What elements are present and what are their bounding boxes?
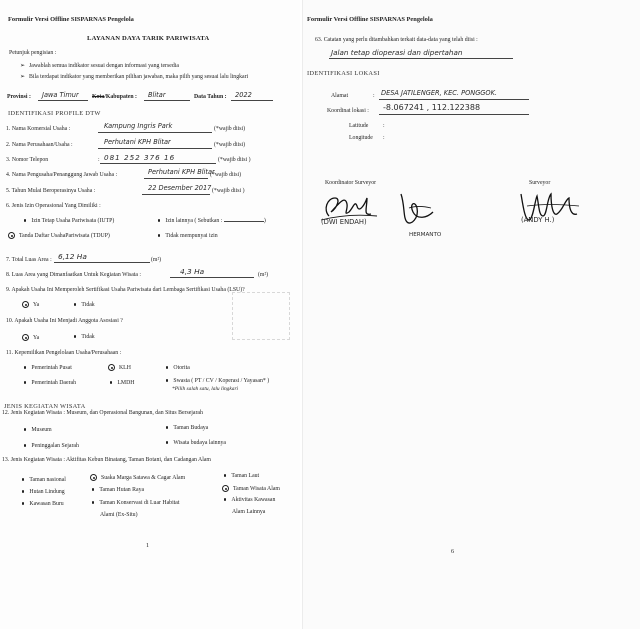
bullet-icon: [74, 335, 76, 337]
field-1-note: (*wajib diisi): [214, 126, 246, 132]
field-3-label: 3. Nomor Telepon: [6, 157, 49, 163]
q8-unit: (m²): [258, 272, 269, 278]
q13-label: 13. Jenis Kegiatan Wisata : Aktifitas Kebun Binatang, Taman Botani, dan Cadangan Alam: [2, 457, 211, 463]
field-3-note: (*wajib diisi ): [218, 157, 251, 163]
q13-option-taman-nasional[interactable]: Taman nasional: [22, 477, 66, 484]
section-identifikasi-lokasi: IDENTIFIKASI LOKASI: [307, 70, 380, 77]
q63-underline: [329, 58, 513, 59]
q63-label: 63. Catatan yang perlu ditambahkan terkait data-data yang telah diisi :: [315, 37, 478, 43]
field-3-underline: [100, 163, 216, 164]
bullet-icon: [224, 498, 226, 500]
middle-signer-name: HERMANTO: [409, 232, 442, 238]
alamat-label: Alamat: [331, 93, 349, 99]
q9-option-tidak[interactable]: Tidak: [74, 302, 95, 309]
q7-value[interactable]: 6,12 Ha: [58, 252, 87, 261]
petunjuk-item-2: ➢ Bila terdapat indikator yang memberikan pilihan jawaban, maka pilih yang sesuai lalu lingkari: [20, 74, 249, 80]
selected-circle-icon: [8, 232, 15, 239]
q13-option-aktivitas-kawasan[interactable]: Aktivitas Kawasan: [224, 497, 275, 504]
field-4-value[interactable]: Perhutani KPH Blitar: [148, 168, 215, 176]
provinsi-value[interactable]: Jawa Timur: [42, 91, 79, 99]
q6-option-tidak-punya-izin[interactable]: Tidak mempunyai izin: [158, 233, 218, 240]
q12-option-wisata-budaya[interactable]: Wisata budaya lainnya: [166, 440, 226, 447]
field-2-value[interactable]: Perhutani KPH Blitar: [104, 138, 171, 146]
q63-value[interactable]: Jalan tetap dioperasi dan dipertahan: [331, 48, 463, 57]
bullet-icon: [92, 488, 94, 490]
q12-label: 12. Jenis Kegiatan Wisata : Museum, dan Operasional Bangunan, dan Situs Bersejarah: [2, 410, 203, 416]
q6-option-tdup[interactable]: Tanda Daftar UsahaPariwisata (TDUP): [8, 232, 110, 240]
latitude-label: Latitude: [349, 123, 369, 129]
surveyor-label: Surveyor: [529, 180, 551, 186]
alamat-underline: [379, 99, 529, 100]
bullet-icon: [22, 490, 24, 492]
koordinat-underline: [379, 114, 529, 115]
q13-option-taman-konservasi[interactable]: Taman Konservasi di Luar Habitat: [92, 500, 179, 507]
q13-option-taman-hutan-raya[interactable]: Taman Hutan Raya: [92, 487, 144, 494]
koordinator-label: Koordinator Surveyor: [325, 180, 377, 186]
field-5-underline: [142, 194, 210, 195]
bullet-icon: [166, 426, 168, 428]
q11-option-pusat[interactable]: Pemerintah Pusat: [24, 365, 72, 372]
field-2-underline: [98, 148, 212, 149]
kota-underline: [144, 100, 190, 101]
q12-option-peninggalan[interactable]: Peninggalan Sejarah: [24, 443, 79, 450]
q10-option-tidak[interactable]: Tidak: [74, 334, 95, 341]
q6-option-iutp[interactable]: Izin Tetap Usaha Pariwisata (IUTP): [24, 218, 114, 225]
provinsi-underline: [38, 100, 88, 101]
left-page-header: Formulir Versi Offline SISPARNAS Pengelola: [8, 16, 134, 23]
q8-underline: [170, 277, 254, 278]
q13-option-taman-wisata-alam[interactable]: Taman Wisata Alam: [222, 485, 280, 493]
q12-option-taman-budaya[interactable]: Taman Budaya: [166, 425, 208, 432]
bullet-icon: [92, 501, 94, 503]
bullet-icon: [24, 428, 26, 430]
field-1-value[interactable]: Kampung Ingris Park: [104, 122, 173, 130]
bullet-icon: [224, 474, 226, 476]
q11-label: 11. Kepemilikan Pengelolaan Usaha/Perusahaan :: [6, 350, 122, 356]
kota-value[interactable]: Blitar: [148, 91, 166, 99]
q6-option-izin-lainnya[interactable]: Izin lainnya ( Sebutkan : ): [158, 218, 266, 225]
bullet-icon: [24, 366, 26, 368]
petunjuk-label: Petunjuk pengisian :: [9, 50, 57, 56]
q13-option-alam-lainnya: Alam Lainnya: [232, 509, 266, 515]
q11-option-klh[interactable]: KLH: [108, 364, 131, 372]
q8-value[interactable]: 4,3 Ha: [180, 267, 205, 276]
section-jenis-kegiatan: JENIS KEGIATAN WISATA: [4, 403, 86, 410]
left-page: Formulir Versi Offline SISPARNAS Pengelola LAYANAN DAYA TARIK PARIWISATA Petunjuk pengisian : ➢ Jawablah semua indikator sesuai dengan informasi yang tersedia ➢ Bila terdapat indikator yang memberikan pilihan jawaban, maka pilih yang sesuai lalu lingkari Provinsi : Jawa Timur Kota/Kabupaten : Blitar Data Tahun : 2022 IDENTIFIKASI PROFILE DTW 1. Nama Komersial Usaha : Kampung Ingris Park (*wajib diisi) 2. Nama Perusahaan/Usaha : Perhutani KPH Blitar (*wajib diisi) 3. Nomor Telepon : 081 252 376 16 (*wajib diisi ) 4. Nama Pengusaha/Penanggung Jawab Usaha : Perhutani KPH Blitar (*wajib diisi) 5. Tahun Mulai Beroperasinya Usaha : 22 Desember 2017 (*wajib diisi ) 6. Jenis Izin Operasional Yang Dimiliki : Izin Tetap Usaha Pariwisata (IUTP) Izin lainnya ( Sebutkan : ) Tanda Daftar UsahaPariwisata (TDUP) Tidak mempunyai izin 7. Total Luas Area : 6,12 Ha (m²) 8. Luas Area yang Dimanfaatkan Untuk Kegiatan Wisata : 4,3 Ha (m²) 9. Apakah Usaha Ini Memperoleh Sertifikasi Usaha Pariwisata dari Lembaga Sertifikasi Usaha (LSU)? Ya Tidak 10. Apakah Usaha Ini Menjadi Anggota Asosiasi ? Ya Tidak 11. Kepemilikan Pengelolaan Usaha/Perusahaan : Pemerintah Pusat KLH Otorita Pemerintah Daerah LMDH Swasta ( PT / CV / Koperasi / Yayasan* ) *Pilih salah satu, lalu lingkari JENIS KEGIATAN WISATA 12. Jenis Kegiatan Wisata : Museum, dan Operasional Bangunan, dan Situs Bersejarah Museum Taman Budaya Peninggalan Sejarah Wisata budaya lainnya 13. Jenis Kegiatan Wisata : Aktifitas Kebun Binatang, Taman Botani, dan Cadangan Alam Taman nasional Hutan Lindung Kawasan Buru Suaka Marga Satawa & Cagar Alam Taman Hutan Raya Taman Konservasi di Luar Habitat Alami (Ex-Situ) Taman Laut Taman Wisata Alam Aktivitas Kawasan Alam Lainnya 1: [0, 0, 300, 629]
q11-option-lmdh[interactable]: LMDH: [110, 380, 134, 387]
q9-label: 9. Apakah Usaha Ini Memperoleh Sertifikasi Usaha Pariwisata dari Lembaga Sertifikasi Usaha (LSU)?: [6, 287, 245, 293]
petunjuk-item-1: ➢ Jawablah semua indikator sesuai dengan informasi yang tersedia: [20, 63, 179, 69]
right-page-number: 6: [451, 548, 455, 555]
tahun-value[interactable]: 2022: [235, 91, 252, 99]
longitude-label: Longitude: [349, 135, 373, 141]
field-2-note: (*wajib diisi): [214, 142, 246, 148]
surveyor-signature: [513, 186, 587, 232]
q13-option-kawasan-buru[interactable]: Kawasan Buru: [22, 501, 64, 508]
q13-option-ex-situ: Alami (Ex-Situ): [100, 512, 138, 518]
bullet-icon: [24, 219, 26, 221]
bullet-icon: [74, 303, 76, 305]
q12-option-museum[interactable]: Museum: [24, 427, 52, 434]
koordinat-value[interactable]: -8.067241 , 112.122388: [383, 103, 481, 112]
q6-label: 6. Jenis Izin Operasional Yang Dimiliki :: [6, 203, 101, 209]
bullet-icon: [110, 381, 112, 383]
bullet-icon: [24, 381, 26, 383]
q10-option-ya[interactable]: Ya: [22, 334, 39, 342]
provinsi-label: Provinsi :: [7, 94, 31, 100]
q7-underline: [54, 262, 150, 263]
arrow-icon: ➢: [20, 74, 26, 80]
bullet-icon: [166, 366, 168, 368]
q9-option-ya[interactable]: Ya: [22, 301, 39, 309]
q7-label: 7. Total Luas Area :: [6, 257, 52, 263]
bullet-icon: [158, 234, 160, 236]
faint-stamp-mark: [232, 292, 290, 340]
arrow-icon: ➢: [20, 63, 26, 69]
q8-label: 8. Luas Area yang Dimanfaatkan Untuk Kegiatan Wisata :: [6, 272, 142, 278]
field-1-underline: [98, 132, 212, 133]
middle-signature: [391, 188, 447, 232]
koordinat-label: Koordinat lokasi :: [327, 108, 369, 114]
bullet-icon: [158, 219, 160, 221]
selected-circle-icon: [90, 474, 97, 481]
bullet-icon: [22, 502, 24, 504]
q13-option-taman-laut[interactable]: Taman Laut: [224, 473, 259, 480]
bullet-icon: [166, 379, 168, 381]
selected-circle-icon: [222, 485, 229, 492]
bullet-icon: [22, 478, 24, 480]
field-4-label: 4. Nama Pengusaha/Penanggung Jawab Usaha :: [6, 172, 118, 178]
right-page-header: Formulir Versi Offline SISPARNAS Pengelola: [307, 16, 433, 23]
tahun-underline: [231, 100, 273, 101]
q13-option-hutan-lindung[interactable]: Hutan Lindung: [22, 489, 65, 496]
bullet-icon: [24, 444, 26, 446]
koordinator-name: (DWI ENDAH): [321, 218, 367, 226]
q10-label: 10. Apakah Usaha Ini Menjadi Anggota Asosiasi ?: [6, 318, 123, 324]
field-4-underline: [144, 178, 208, 179]
tahun-label: Data Tahun :: [194, 94, 227, 100]
q7-unit: (m²): [151, 257, 162, 263]
selected-circle-icon: [22, 334, 29, 341]
q11-option-otorita[interactable]: Otorita: [166, 365, 190, 372]
field-2-label: 2. Nama Perusahaan/Usaha :: [6, 142, 73, 148]
bullet-icon: [166, 441, 168, 443]
selected-circle-icon: [22, 301, 29, 308]
selected-circle-icon: [108, 364, 115, 371]
q11-option-daerah[interactable]: Pemerintah Daerah: [24, 380, 76, 387]
section-identifikasi-profile: IDENTIFIKASI PROFILE DTW: [8, 110, 101, 117]
field-5-value[interactable]: 22 Desember 2017: [148, 184, 212, 192]
right-page: Formulir Versi Offline SISPARNAS Pengelola 63. Catatan yang perlu ditambahkan terkait data-data yang telah diisi : Jalan tetap dioperasi dan dipertahan IDENTIFIKASI LOKASI Alamat : DESA JATILENGER, KEC. PONGGOK. Koordinat lokasi : -8.067241 , 112.122388 Latitude : Longitude : Koordinator Surveyor Surveyor (DWI ENDAH) HERMANTO (ANDY H.) 6: [302, 0, 640, 629]
field-4-note: (*wajib diisi): [210, 172, 242, 178]
q11-note: *Pilih salah satu, lalu lingkari: [172, 386, 239, 392]
form-title: LAYANAN DAYA TARIK PARIWISATA: [87, 35, 210, 42]
field-5-label: 5. Tahun Mulai Beroperasinya Usaha :: [6, 188, 96, 194]
q13-option-suaka-marga[interactable]: Suaka Marga Satawa & Cagar Alam: [90, 474, 185, 482]
q11-option-swasta[interactable]: Swasta ( PT / CV / Koperasi / Yayasan* ): [166, 378, 269, 385]
field-1-label: 1. Nama Komersial Usaha :: [6, 126, 71, 132]
field-3-value[interactable]: 081 252 376 16: [104, 153, 176, 162]
kota-label: Kota/Kabupaten :: [92, 94, 137, 100]
surveyor-name: (ANDY H.): [521, 216, 555, 224]
left-page-number: 1: [146, 542, 150, 549]
field-5-note: (*wajib diisi ): [212, 188, 245, 194]
alamat-value[interactable]: DESA JATILENGER, KEC. PONGGOK.: [381, 89, 498, 97]
